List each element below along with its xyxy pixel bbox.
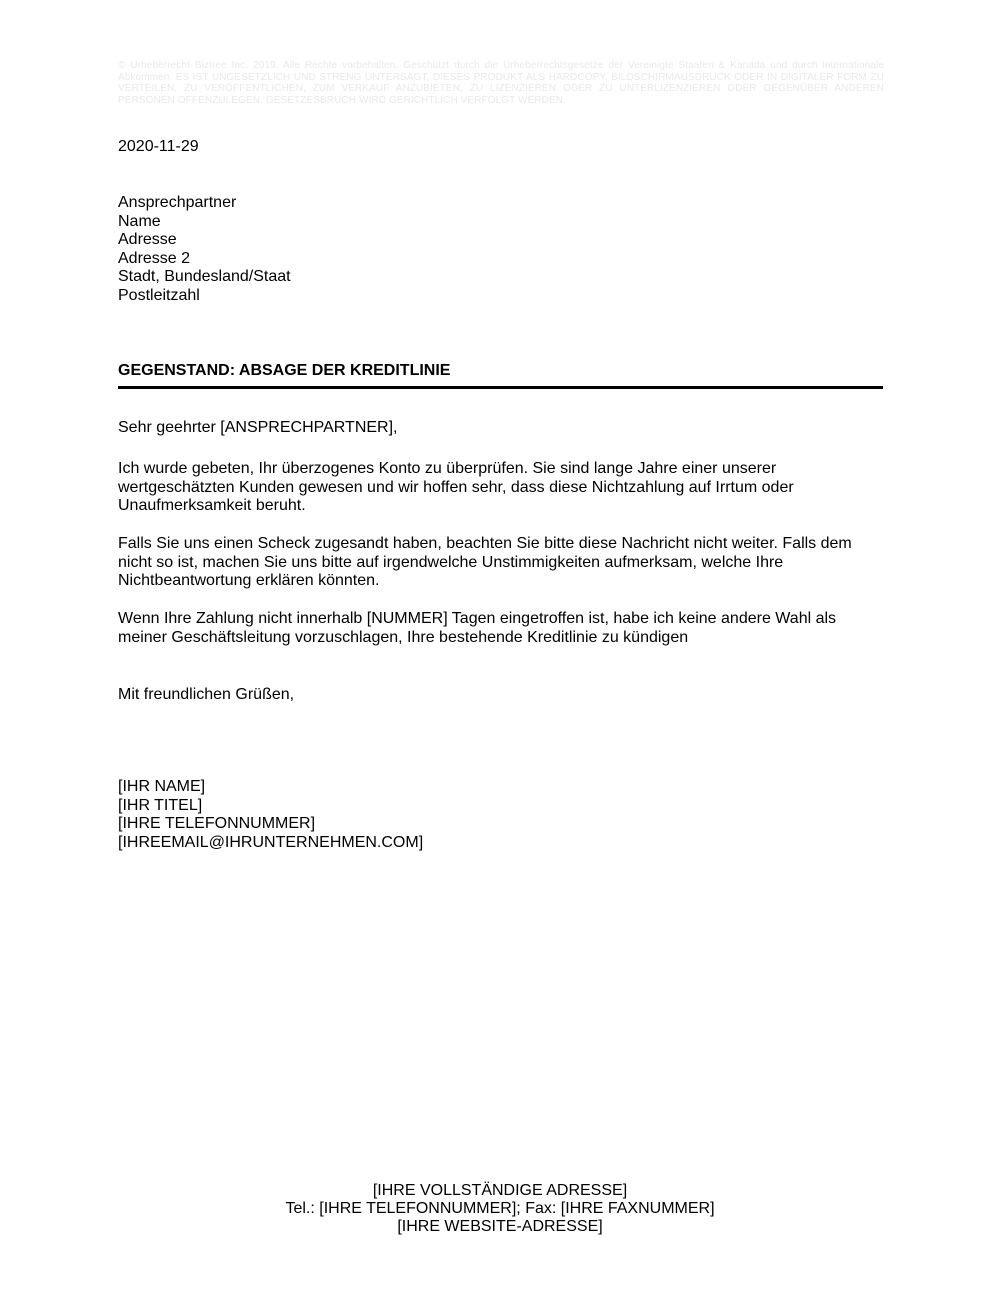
signature-email: [IHREEMAIL@IHRUNTERNEHMEN.COM] — [118, 833, 424, 851]
footer-website: [IHRE WEBSITE-ADRESSE] — [397, 1218, 603, 1235]
recipient-name: Name — [118, 212, 161, 230]
body-paragraph-3: Wenn Ihre Zahlung nicht innerhalb [NUMMER] Tagen eingetroffen ist, habe ich keine andere Wahl als meiner Geschäftsleitung vorzuschlagen, Ihre bestehende Kreditlinie zu kündigen — [118, 610, 837, 646]
footer-phone-fax: Tel.: [IHRE TELEFONNUMMER]; Fax: [IHRE FAXNUMMER] — [285, 1200, 715, 1217]
subject-divider — [118, 386, 883, 389]
subject-line: GEGENSTAND: ABSAGE DER KREDITLINIE — [118, 362, 451, 379]
signature-phone: [IHRE TELEFONNUMMER] — [118, 815, 316, 832]
recipient-postal-code: Postleitzahl — [118, 286, 200, 304]
signature-title: [IHR TITEL] — [118, 796, 203, 814]
letter-date: 2020-11-29 — [118, 138, 199, 155]
recipient-city-state: Stadt, Bundesland/Staat — [118, 268, 291, 285]
copyright-watermark: © Urheberrecht Biztree Inc. 2019. Alle Rechte vorbehalten. Geschützt durch die Urheberrechtsgesetze der Vereinigte Staaten & Kanada und durch internationale Abkommen. ES IST UNGESETZLICH UND STRENG UNTERSAGT, DIESES PRODUKT ALS HARDCOPY, BILDSCHIRMAUSDRUCK ODER IN DIGITALER FORM ZU VERTEILEN, ZU VERÖFFENTLICHEN, ZUM VERKAUF ANZUBIETEN, ZU LIZENZIEREN ODER ZU UNTERLIZENZIEREN ODER GEGENÜBER ANDEREN PERSONEN OFFENZULEGEN. GESETZESBRUCH WIRD GERICHTLICH VERFOLGT WERDEN. — [118, 60, 884, 106]
salutation: Sehr geehrter [ANSPRECHPARTNER], — [118, 419, 398, 436]
footer-address: [IHRE VOLLSTÄNDIGE ADRESSE] — [372, 1182, 628, 1199]
closing: Mit freundlichen Grüßen, — [118, 686, 295, 703]
recipient-address-1: Adresse — [118, 231, 177, 248]
letterhead-footer — [0, 1182, 1000, 1236]
signature-name: [IHR NAME] — [118, 778, 206, 795]
recipient-address-block — [118, 194, 291, 305]
body-paragraph-2: Falls Sie uns einen Scheck zugesandt haben, beachten Sie bitte diese Nachricht nicht weiter. Falls dem nicht so ist, machen Sie uns bitte auf irgendwelche Unstimmigkeiten aufmerksam, welche Ihre Nichtbeantwortung erklären könnten. — [118, 535, 852, 589]
signature-block — [118, 778, 423, 852]
recipient-address-2: Adresse 2 — [118, 249, 191, 267]
body-paragraph-1: Ich wurde gebeten, Ihr überzogenes Konto zu überprüfen. Sie sind lange Jahre einer unserer wertgeschätzten Kunden gewesen und wir hoffen sehr, dass diese Nichtzahlung auf Irrtum oder Unaufmerksamkeit beruht. — [118, 460, 794, 514]
recipient-contact: Ansprechpartner — [118, 194, 237, 211]
